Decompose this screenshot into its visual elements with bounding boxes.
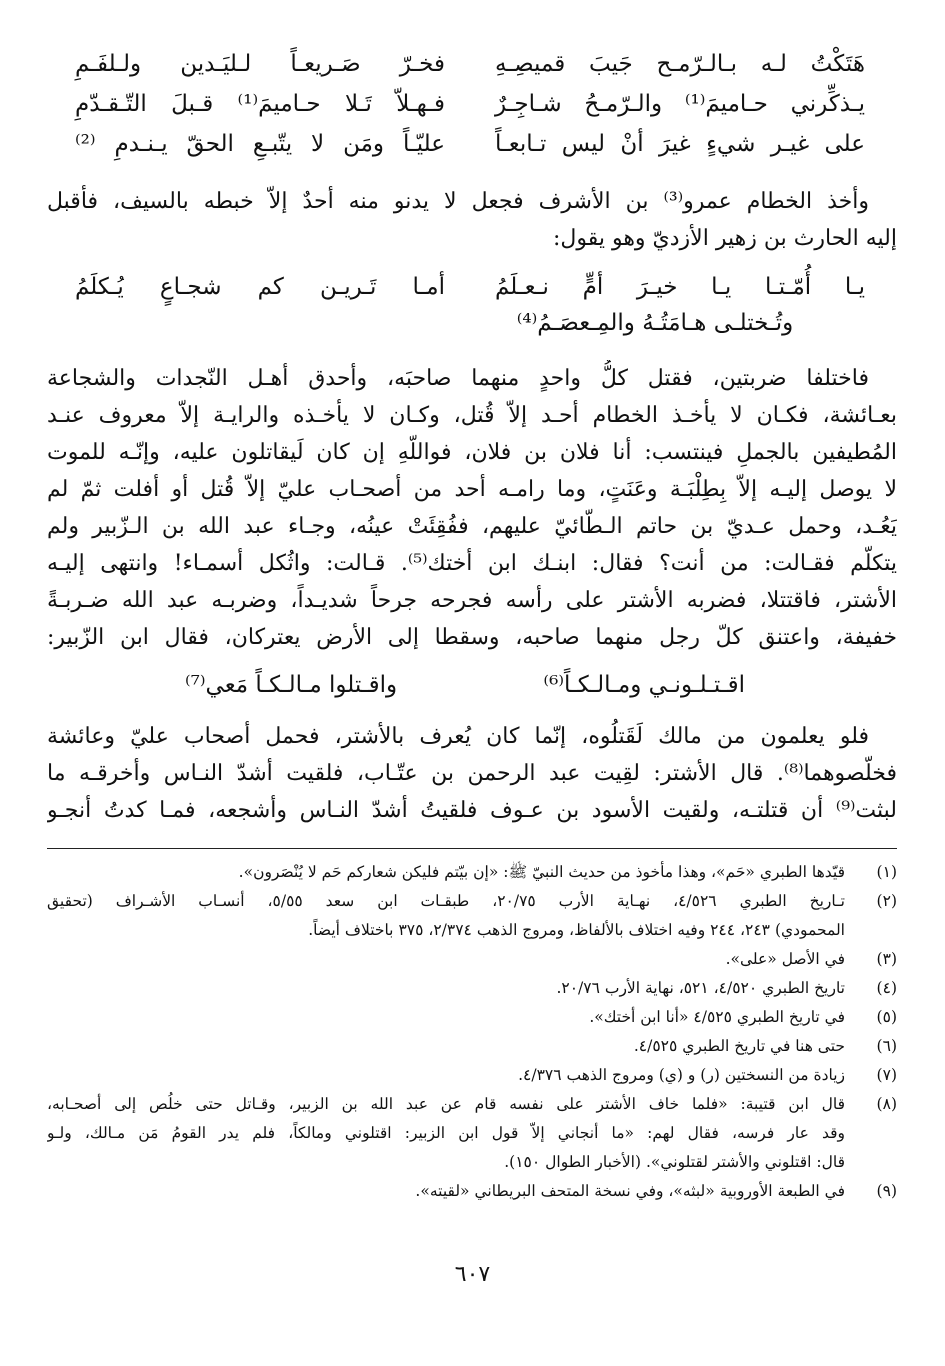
footnote-number: (٢) <box>876 892 897 910</box>
hemistich-left: أمـا تَـريـن كم شجـاعٍ يُـكلَمُ <box>75 274 445 300</box>
footnote-number: (٩) <box>876 1182 897 1200</box>
verse-line <box>75 268 865 306</box>
footnote-number: (٥) <box>876 1008 897 1026</box>
text-line: لا يوصل إليـه إلاّ بِطِلْبَـة وعَنَتٍ، وما رامـه أحد من أصحـاب عليّ إلاّ قُتل أو أفلت ثمّ لم <box>47 477 897 502</box>
hemistich-right: على غيـر شيءٍ غيرَ أنْ ليس تـابعـاً <box>495 131 865 157</box>
footnote-number: (٤) <box>876 979 897 997</box>
text-line: فاختلفا ضربتين، فقتل كلُّ واحدٍ منهما صاحبَه، وأحدق أهـل النّجدات والشجاعة <box>47 366 869 391</box>
footnote-number: (٧) <box>876 1066 897 1084</box>
footnote-text: في تاريخ الطبري ٤/٥٢٥ «أنا ابن أختك». <box>589 1008 845 1026</box>
footnote-number: (٦) <box>876 1037 897 1055</box>
footnote-text: المحمودي) ٢٤٣، ٢٤٤ وفيه اختلاف بالألفاظ، ومروج الذهب ٢/٣٧٤، ٣٧٥ باختلاف أيضاً. <box>308 921 845 939</box>
verse-line <box>75 124 865 164</box>
footnote-text: وقد عار فرسه، فقال لهم: «ما أنجاني إلاّ قول ابن الزبير: اقتلوني ومالكاً، فلم يدر القومُ مَن مـالك، ولـو <box>47 1124 845 1142</box>
footnote-text: في الطبعة الأوروبية «لبثه»، وفي نسخة المتحف البريطاني «لقيته». <box>415 1182 845 1200</box>
paragraph-3 <box>47 718 897 829</box>
footnote <box>47 887 897 945</box>
poem-2 <box>75 268 865 340</box>
footnote <box>47 945 897 974</box>
footnote <box>47 858 897 887</box>
text-line: إليه الحارث بن زهير الأزديّ وهو يقول: <box>552 226 897 251</box>
verse-line <box>75 44 865 84</box>
footnote-divider <box>47 848 897 849</box>
footnote-text: قيّدها الطبري «حَم»، وهذا مأخوذ من حديث النبيّ ﷺ: «إن بيّتم فليكن شعاركم حَم لا يُنْصَرون». <box>238 863 845 881</box>
footnote <box>47 974 897 1003</box>
text-line: بعـائشة، فكـان لا يأخـذ الخطام أحـد إلاّ قُتل، وكـان لا يأخـذه والرايـة إلاّ معروف عنـد <box>47 403 897 428</box>
hemistich-left: فخـرّ صَـريعـاً لـليَـدين ولـلفَـمِ <box>75 51 445 77</box>
footnotes <box>47 858 897 1206</box>
paragraph-2 <box>47 360 897 656</box>
verse-line <box>75 84 865 124</box>
footnote-number: (٨) <box>876 1095 897 1113</box>
footnote <box>47 1090 897 1177</box>
text-line: وأخذ الخطام عمرو⁽³⁾ بن الأشرف فجعل لا يدنو منه أحدٌ إلاّ خبطه بالسيف، فأقبل <box>47 189 869 214</box>
text-line: خفيفة، واعتنق كلّ رجل منهما صاحبه، وسقطا إلى الأرض يعتركان، فقال ابن الزّبير: <box>47 625 897 650</box>
hemistich-right: يـذكِّرني حـاميمَ⁽¹⁾ والـرّمـحُ شـاجِـرٌ <box>495 91 865 117</box>
poem-3 <box>185 672 745 698</box>
text-line: المُطيفين بالجملِ فينتسب: أنا فلان بن فلان، فواللّهِ إن كان لَيقاتلون عليه، وإنّـه للموت <box>47 440 897 465</box>
hemistich-left: عليّـاً ومَن لا يتّبـعِ الحقّ يـنـدمِ ⁽²⁾ <box>75 131 445 157</box>
hemistich-right: اقـتـلـونـي ومـالـكـاً⁽⁶⁾ <box>543 672 745 698</box>
footnote <box>47 1032 897 1061</box>
footnote-number: (١) <box>876 863 897 881</box>
paragraph-1 <box>47 183 897 257</box>
footnote-text: قال: اقتلوني والأشتر لقتلوني». (الأخبار الطوال ١٥٠). <box>504 1153 845 1171</box>
footnote-text: في الأصل «على». <box>725 950 845 968</box>
poem-1 <box>75 44 865 164</box>
text-line: فلو يعلمون من مالك لَقَتلُوه، إنّما كان يُعرف بالأشتر، فحمل أصحاب عليّ وعائشة <box>47 724 869 749</box>
hemistich-right: هَتَكْتُ لـه بـالـرّمـح جَيبَ قميصِـهِ <box>495 51 865 77</box>
text-line: يَعُـد، وحمل عـديّ بن حاتم الـطّائيّ عليهم، ففُقِئَتْ عينُه، وجـاء عبد الله بن الـزّبير ولم <box>47 514 897 539</box>
hemistich-left: فـهـلاّ تَـلا حـاميمَ⁽¹⁾ قـبلَ التّـقـدّمِ <box>75 91 445 117</box>
footnote <box>47 1003 897 1032</box>
footnote-text: زيادة من النسختين (ر) و (ي) ومروج الذهب ٤/٣٧٦. <box>518 1066 845 1084</box>
footnote <box>47 1061 897 1090</box>
footnote-text: قال ابن قتيبة: «فلما خاف الأشتر على نفسه قام عن عبد الله بن الزبير، وقـاتل حتى خلُص إلى أصحـابه، <box>47 1095 845 1113</box>
footnote-text: تـاريخ الطبري ٤/٥٢٦، نهـاية الأرب ٢٠/٧٥، طبقـات ابن سعد ٥/٥٥، أنسـاب الأشـراف (تحقيق <box>47 892 845 910</box>
text-line: يتكلّم فقـالت: من أنت؟ فقال: ابنـك ابن أختك⁽⁵⁾. قـالت: واثُكل أسمـاء! وانتهى إليـه <box>47 551 897 576</box>
page-number: ٦٠٧ <box>454 1262 491 1287</box>
hemistich-right: يـا أُمّـتـا يـا خيـرَ أمٍّ نـعـلَمُ <box>495 274 865 300</box>
hemistich-left: واقـتلوا مـالـكـاً مَعي⁽⁷⁾ <box>185 672 398 698</box>
footnote-text: تاريخ الطبري ٤/٥٢٠، ٥٢١، نهاية الأرب ٢٠/٧٦. <box>556 979 845 997</box>
footnote-text: حتى هنا في تاريخ الطبري ٤/٥٢٥. <box>633 1037 845 1055</box>
text-line: فخلّصوهما⁽⁸⁾. قال الأشتر: لقِيت عبد الرحمن بن عتّـاب، فلقيت أشدّ النـاس وأخرقـه ما <box>47 761 897 786</box>
hemistich-third: وتُـختلـى هـامَتُـهُ والمِـعصَـمُ⁽⁴⁾ <box>516 310 794 336</box>
footnote <box>47 1177 897 1206</box>
text-line: الأشتر، فاقتتلا، فضربه الأشتر على رأسه فجرحه جرحاً شديـداً، وضربـه عبد الله ضـربـةً <box>47 588 897 613</box>
text-line: لبثت⁽⁹⁾ أن قتلتـه، ولقيت الأسود بن عـوف فلقيتُ أشدّ النـاس وأشجعه، فمـا كدتُ أنجـو <box>47 798 897 823</box>
footnote-number: (٣) <box>876 950 897 968</box>
